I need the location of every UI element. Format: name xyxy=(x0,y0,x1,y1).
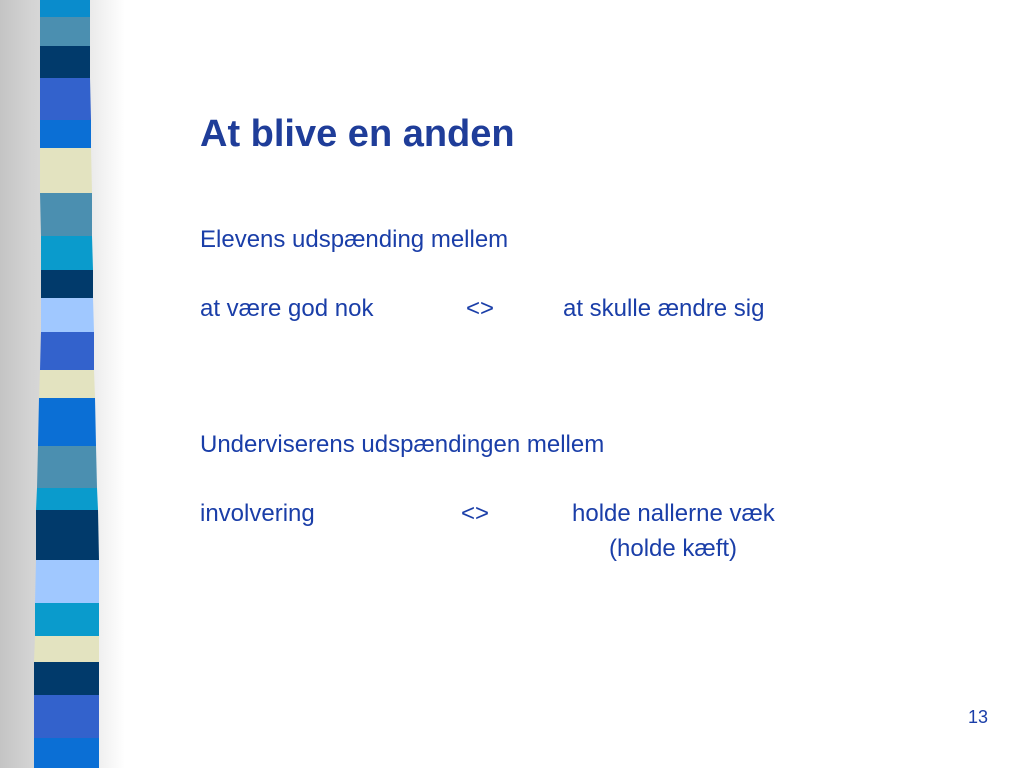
stripe-block xyxy=(34,695,99,738)
stripe-block xyxy=(40,120,91,148)
stripe-block xyxy=(35,560,99,603)
stripe-block xyxy=(40,78,91,120)
stripe-block xyxy=(37,446,97,488)
stripe-block xyxy=(40,17,90,46)
section2-left-term: involvering xyxy=(200,500,315,527)
section1-left-term: at være god nok xyxy=(200,295,374,322)
slide-title: At blive en anden xyxy=(200,113,515,155)
stripe-block xyxy=(41,298,94,332)
section2-separator: <> xyxy=(461,500,490,527)
section2-right-note: (holde kæft) xyxy=(609,535,738,562)
stripe-block xyxy=(34,738,99,768)
stripe-block xyxy=(41,236,93,270)
stripe-block xyxy=(39,370,95,398)
section1-heading: Elevens udspænding mellem xyxy=(200,226,509,253)
section2-heading: Underviserens udspændingen mellem xyxy=(200,431,605,458)
stripe-block xyxy=(40,193,92,236)
stripe-block xyxy=(40,46,90,78)
stripe-block xyxy=(41,270,93,298)
stripe-block xyxy=(34,636,99,662)
stripe-block xyxy=(36,510,99,560)
stripe-block xyxy=(40,332,94,370)
stripe-block xyxy=(40,148,92,193)
section1-separator: <> xyxy=(466,295,495,322)
stripe-block xyxy=(36,488,98,510)
stripe-block xyxy=(38,398,96,446)
section1-right-term: at skulle ændre sig xyxy=(563,295,765,322)
section2-right-term: holde nallerne væk xyxy=(572,500,775,527)
stripe-block xyxy=(40,0,90,17)
stripe-block xyxy=(34,662,99,695)
decorative-stripe xyxy=(0,0,125,768)
stripe-block xyxy=(35,603,99,636)
page-number: 13 xyxy=(967,707,988,727)
